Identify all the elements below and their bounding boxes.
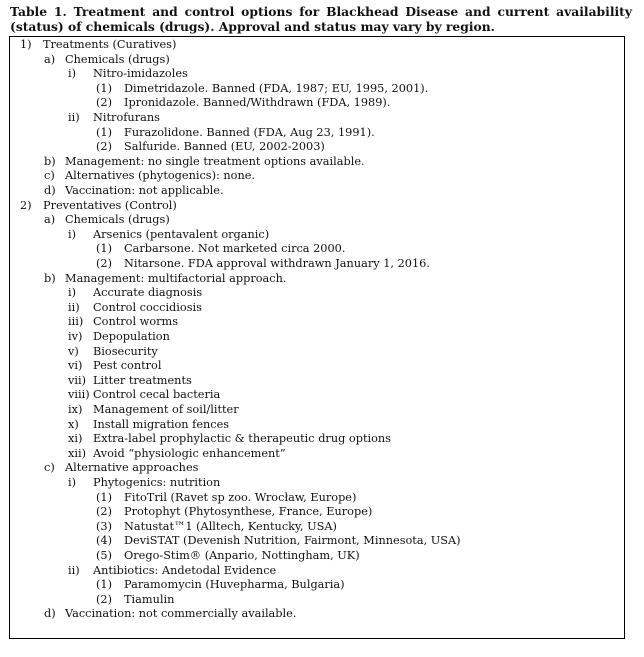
outline-text: Pest control [93, 359, 162, 373]
outline-text: Natustat™1 (Alltech, Kentucky, USA) [124, 519, 337, 533]
outline-number: ix) [68, 403, 83, 416]
outline-number: b) [44, 271, 56, 285]
outline-number: xi) [68, 432, 83, 446]
outline-number: i) [68, 286, 77, 300]
outline-text: Chemicals (drugs) [65, 213, 170, 227]
outline-number: xii) [68, 446, 87, 460]
table-caption: Table 1. Treatment and control options for Blackhead Disease and current availability (status) of chemicals (drugs). Approval and status may vary by region. [10, 4, 632, 34]
outline-text: Phytogenics: nutrition [93, 476, 221, 489]
outline-text: Salfuride. Banned (EU, 2002-2003) [124, 140, 325, 154]
outline-text: Tiamulin [124, 592, 175, 606]
outline-number: (3) [96, 519, 113, 533]
outline-number: vii) [68, 373, 87, 387]
outline-text: Furazolidone. Banned (FDA, Aug 23, 1991). [124, 125, 375, 139]
outline-number: iv) [68, 330, 83, 343]
outline-text: Preventatives (Control) [43, 198, 177, 212]
outline-text: Alternatives (phytogenics): none. [65, 169, 256, 183]
outline-number: i) [68, 67, 77, 81]
outline-number: c) [44, 461, 55, 475]
outline-number: x) [68, 417, 79, 431]
outline-text: Orego-Stim® (Anpario, Nottingham, UK) [124, 549, 360, 562]
outline-text: Litter treatments [93, 373, 192, 387]
outline-number: (4) [96, 534, 113, 548]
outline-number: v) [68, 344, 79, 358]
outline-number: d) [44, 184, 56, 197]
outline-text: Management of soil/litter [93, 403, 239, 416]
outline-number: (2) [96, 505, 113, 519]
outline-text: Extra-label prophylactic & therapeutic drug options [93, 432, 391, 446]
outline-text: Management: no single treatment options available. [65, 154, 365, 168]
outline-number: i) [68, 227, 77, 241]
outline-text: Depopulation [93, 330, 170, 343]
outline-text: FitoTril (Ravet sp zoo. Wrocław, Europe) [124, 490, 357, 504]
outline-text: Antibiotics: Andetodal Evidence [93, 563, 277, 577]
outline-number: a) [44, 52, 56, 66]
outline-number: ii) [68, 563, 80, 577]
outline-number: a) [44, 213, 56, 227]
outline-number: (2) [96, 140, 113, 154]
outline-number: 2) [20, 198, 32, 212]
outline-number: iii) [68, 315, 84, 329]
outline-text: Accurate diagnosis [93, 286, 203, 300]
outline-text: Install migration fences [93, 417, 230, 431]
outline-number: i) [68, 476, 77, 489]
outline-table [9, 36, 625, 639]
outline-number: (2) [96, 592, 113, 606]
outline-number: (1) [96, 81, 113, 95]
outline-text: Nitro-imidazoles [93, 67, 188, 81]
outline-text: Control worms [93, 315, 179, 329]
outline-text: Nitarsone. FDA approval withdrawn January 1, 2016. [124, 257, 430, 270]
outline-number: c) [44, 169, 55, 183]
outline-number: (1) [96, 578, 113, 592]
outline-text: Ipronidazole. Banned/Withdrawn (FDA, 1989). [124, 96, 391, 110]
outline-text: Paramomycin (Huvepharma, Bulgaria) [124, 578, 345, 592]
outline-text: Vaccination: not commercially available. [65, 607, 297, 621]
outline-number: (1) [96, 242, 113, 256]
outline-text: Alternative approaches [65, 461, 199, 475]
outline-number: 1) [20, 38, 32, 51]
outline-text: Protophyt (Phytosynthese, France, Europe) [124, 505, 373, 519]
outline-number: vi) [68, 359, 83, 373]
outline-text: Carbarsone. Not marketed circa 2000. [124, 242, 346, 256]
outline-text: Control coccidiosis [93, 300, 202, 314]
outline-number: (2) [96, 96, 113, 110]
outline-text: Avoid “physiologic enhancement” [93, 446, 286, 460]
outline-text: Biosecurity [93, 344, 158, 358]
outline-number: (1) [96, 125, 113, 139]
outline-text: Control cecal bacteria [93, 388, 221, 402]
outline-number: b) [44, 154, 56, 168]
outline-text: DeviSTAT (Devenish Nutrition, Fairmont, Minnesota, USA) [124, 534, 461, 548]
outline-text: Chemicals (drugs) [65, 52, 170, 66]
outline-number: (2) [96, 257, 113, 270]
outline-text: Arsenics (pentavalent organic) [93, 227, 270, 241]
outline-text: Management: multifactorial approach. [65, 271, 287, 285]
outline-number: ii) [68, 111, 80, 124]
outline-number: (5) [96, 549, 113, 562]
outline-number: viii) [68, 388, 90, 402]
outline-text: Treatments (Curatives) [43, 38, 177, 51]
outline-number: (1) [96, 490, 113, 504]
outline-text: Vaccination: not applicable. [65, 184, 224, 197]
outline-text: Nitrofurans [93, 111, 160, 124]
outline-number: d) [44, 607, 56, 621]
outline-number: ii) [68, 300, 80, 314]
outline-text: Dimetridazole. Banned (FDA, 1987; EU, 1995, 2001). [124, 81, 429, 95]
